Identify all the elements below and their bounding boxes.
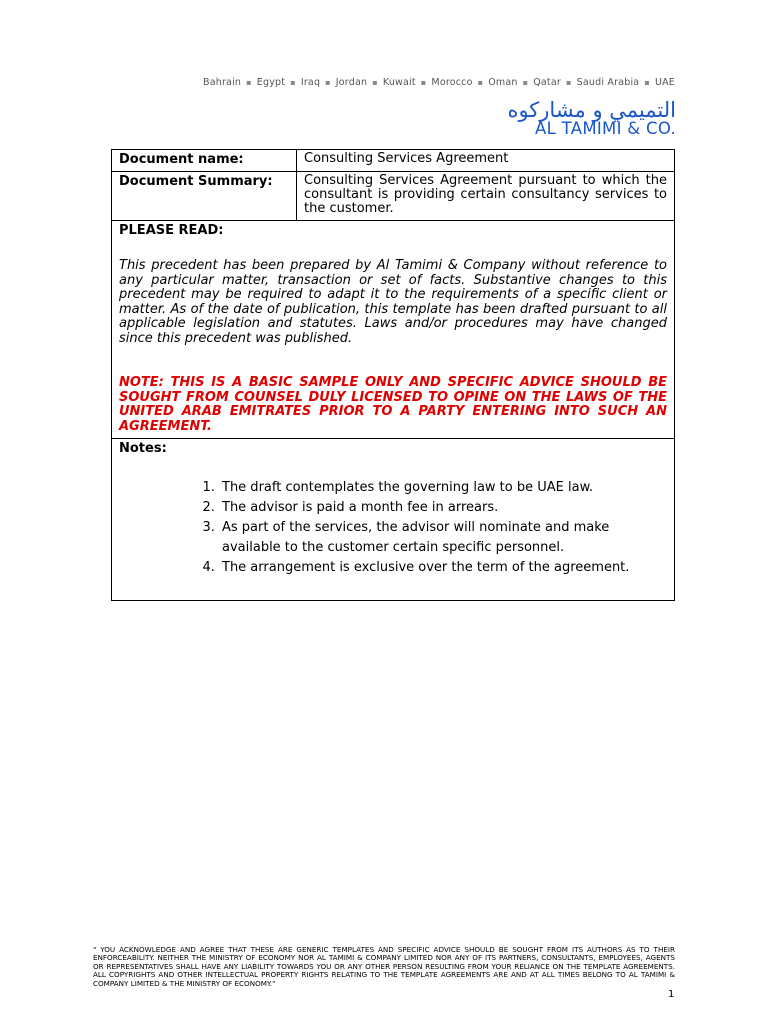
separator-bullet: ▪ [477,78,484,87]
country-name: Oman [488,77,518,88]
country-name: UAE [654,77,675,88]
table-row [112,221,675,439]
country-name: Qatar [533,77,561,88]
separator-bullet: ▪ [246,78,252,87]
document-name-label: Document name: [112,150,297,172]
document-name-value: Consulting Services Agreement [297,150,675,172]
country-name: Egypt [256,77,286,88]
logo-arabic-text: التميمي و مشاركوه [507,98,676,122]
table-row [112,172,675,221]
separator-bullet: ▪ [420,78,427,87]
separator-bullet: ▪ [522,78,529,87]
please-read-cell [112,221,675,439]
document-summary-value: Consulting Services Agreement pursuant to which the consultant is providing certain consultancy services to the customer. [297,172,675,221]
separator-bullet: ▪ [372,78,378,87]
logo-english-text: AL TAMIMI & CO. [535,119,676,138]
list-item: 4. The arrangement is exclusive over the term of the agreement. [219,558,667,578]
country-name: Jordan [335,77,368,88]
table-row [112,150,675,172]
notes-list [119,478,667,578]
separator-bullet: ▪ [325,78,331,87]
notes-heading: Notes: [119,441,167,456]
document-info-table [111,149,675,601]
separator-bullet: ▪ [566,78,572,87]
list-item: 2. The advisor is paid a month fee in arrears. [219,498,667,518]
country-list [203,77,675,88]
please-read-text: This precedent has been prepared by Al Tamimi & Company without reference to any particular matter, transaction or set of facts. Substantive changes to this precedent may be required to adapt it to the requirements of a specific client or matter. As of the date of publication, this template has been drafted pursuant to all applicable legislation and statutes. Laws and/or procedures may have changed since this precedent was published. [119,258,667,346]
country-name: Saudi Arabia [576,77,640,88]
footer-disclaimer: " YOU ACKNOWLEDGE AND AGREE THAT THESE ARE GENERIC TEMPLATES AND SPECIFIC ADVICE SHOULD BE SOUGHT FROM ITS AUTHORS AS TO THEIR ENFORCEABILITY. NEITHER THE MINISTRY OF ECONOMY NOR AL TAMIMI & COMPANY LIMITED NOR ANY OF ITS PARTNERS, CONSULTANTS, EMPLOYEES, AGENTS OR REPRESENTATIVES SHALL HAVE ANY LIABILITY TOWARDS YOU OR ANY OTHER PERSON RESULTING FROM YOUR RELIANCE ON THE TEMPLATE AGREEMENTS. ALL COPYRIGHTS AND OTHER INTELLECTUAL PROPERTY RIGHTS RELATING TO THE TEMPLATE AGREEMENTS ARE AND AT ALL TIMES BELONG TO AL TAMIMI & COMPANY LIMITED & THE MINISTRY OF ECONOMY." [93,945,675,988]
company-logo [506,99,676,137]
separator-bullet: ▪ [290,78,296,87]
table-row [112,439,675,601]
document-summary-label: Document Summary: [112,172,297,221]
separator-bullet: ▪ [644,78,650,87]
notes-cell [112,439,675,601]
please-read-heading: PLEASE READ: [119,223,224,238]
page-number: 1 [668,989,675,1000]
legal-note-warning: NOTE: THIS IS A BASIC SAMPLE ONLY AND SPECIFIC ADVICE SHOULD BE SOUGHT FROM COUNSEL DULY LICENSED TO OPINE ON THE LAWS OF THE UNITED ARAB EMITRATES PRIOR TO A PARTY ENTERING INTO SUCH AN AGREEMENT. [119,375,667,434]
country-name: Iraq [300,77,321,88]
country-name: Bahrain [202,77,242,88]
list-item: 3. As part of the services, the advisor will nominate and make available to the customer certain specific personnel. [219,518,667,558]
country-name: Morocco [431,77,473,88]
list-item: 1. The draft contemplates the governing law to be UAE law. [219,478,667,498]
country-name: Kuwait [382,77,416,88]
